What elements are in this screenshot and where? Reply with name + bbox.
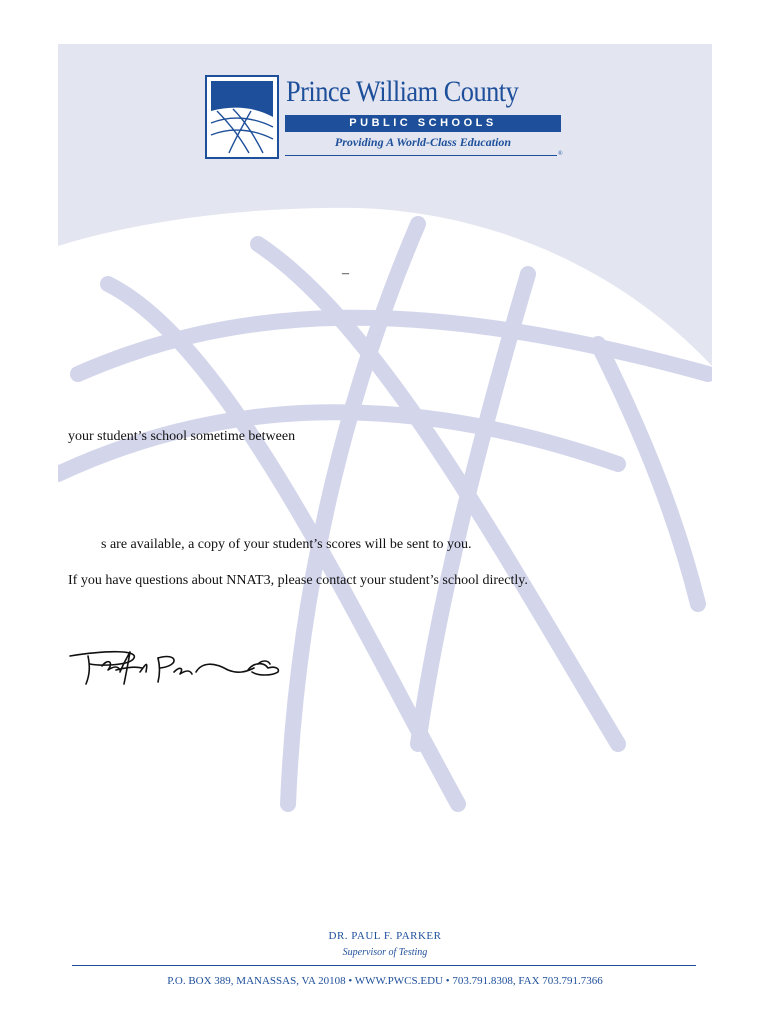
pwcs-logo (205, 75, 565, 161)
body-line-3: If you have questions about NNAT3, please contact your student’s school directly. (68, 573, 528, 588)
signatory-name: DR. PAUL F. PARKER (328, 930, 442, 942)
org-name: Prince William County (286, 75, 519, 108)
letter-page (58, 44, 712, 1024)
globe-background (58, 44, 712, 1024)
handwritten-signature (68, 644, 288, 694)
org-division: PUBLIC SCHOOLS (285, 115, 561, 132)
globe-logo-icon (205, 75, 279, 159)
dash-text: – (342, 266, 349, 281)
logo-rule (285, 155, 557, 156)
body-line-2: s are available, a copy of your student’s scores will be sent to you. (101, 537, 472, 552)
signatory-title: Supervisor of Testing (342, 947, 428, 958)
tagline: Providing A World-Class Education (334, 135, 512, 149)
footer-address: P.O. BOX 389, MANASSAS, VA 20108 • WWW.PWCS.EDU • 703.791.8308, FAX 703.791.7366 (167, 975, 603, 987)
registered-mark: ® (558, 151, 563, 157)
body-line-1: your student’s school sometime between (68, 429, 296, 444)
footer-divider (72, 965, 696, 966)
